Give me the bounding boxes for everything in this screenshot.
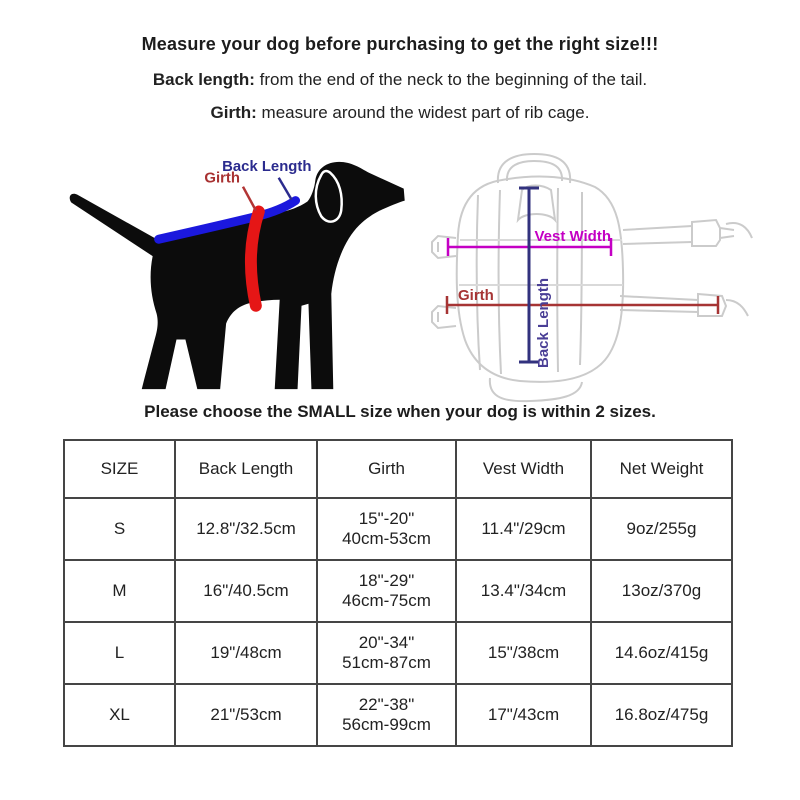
size-table [63,439,733,747]
cell-girth [317,622,456,684]
back-length-instruction [0,70,800,90]
girth-instruction-text: measure around the widest part of rib cage. [256,103,590,122]
dog-measure-diagram [58,145,420,403]
cell-girth-inches: 20"-34" [358,633,415,653]
cell-back-length: 19"/48cm [175,622,317,684]
cell-net-weight: 13oz/370g [591,560,732,622]
cell-vest-width: 13.4"/34cm [456,560,591,622]
cell-size: S [64,498,175,560]
cell-girth-inches: 18"-29" [358,571,415,591]
dog-silhouette [70,162,405,389]
vest-girth-label: Girth [458,287,494,304]
cell-girth-inches: 15"-20" [358,509,415,529]
vest-width-label: Vest Width [534,228,611,245]
cell-net-weight: 14.6oz/415g [591,622,732,684]
cell-vest-width: 11.4"/29cm [456,498,591,560]
vest-left-lower-clip [432,306,456,328]
vest-right-upper-strap [623,226,692,244]
cell-girth [317,560,456,622]
girth-instruction-label: Girth: [210,103,257,122]
table-header-row [64,440,732,498]
dog-girth-leader-line [243,187,256,211]
dog-girth-label: Girth [204,170,240,187]
page-title: Measure your dog before purchasing to get the right size!!! [141,34,659,54]
cell-girth-inches: 22"-38" [358,695,415,715]
table-row-s [64,498,732,560]
cell-girth-cm: 56cm-99cm [342,715,431,734]
column-header-girth: Girth [317,440,456,498]
cell-back-length: 16"/40.5cm [175,560,317,622]
girth-instruction [0,103,800,123]
cell-girth [317,498,456,560]
table-row-xl [64,684,732,746]
column-header-size: SIZE [64,440,175,498]
cell-girth [317,684,456,746]
cell-net-weight: 9oz/255g [591,498,732,560]
cell-back-length: 21"/53cm [175,684,317,746]
cell-size: M [64,560,175,622]
dog-back-length-leader-line [279,178,292,200]
cell-girth-cm: 51cm-87cm [342,653,431,672]
column-header-net-weight: Net Weight [591,440,732,498]
cell-vest-width: 15"/38cm [456,622,591,684]
cell-vest-width: 17"/43cm [456,684,591,746]
column-header-back-length: Back Length [175,440,317,498]
cell-girth-cm: 40cm-53cm [342,529,431,548]
cell-size: L [64,622,175,684]
cell-girth-cm: 46cm-75cm [342,591,431,610]
cell-size: XL [64,684,175,746]
column-header-vest-width: Vest Width [456,440,591,498]
vest-sketch [432,154,752,401]
table-row-m [64,560,732,622]
dog-back-length-label: Back Length [222,158,312,175]
back-length-instruction-text: from the end of the neck to the beginning of the tail. [254,70,648,89]
size-note: Please choose the SMALL size when your dog is within 2 sizes. [144,402,656,421]
vest-measure-diagram [430,150,760,405]
vest-neck-opening [518,186,555,221]
vest-right-upper-buckle [692,220,752,246]
cell-back-length: 12.8"/32.5cm [175,498,317,560]
back-length-instruction-label: Back length: [152,70,255,89]
table-row-l [64,622,732,684]
cell-net-weight: 16.8oz/475g [591,684,732,746]
vest-back-length-label: Back Length [535,277,552,368]
